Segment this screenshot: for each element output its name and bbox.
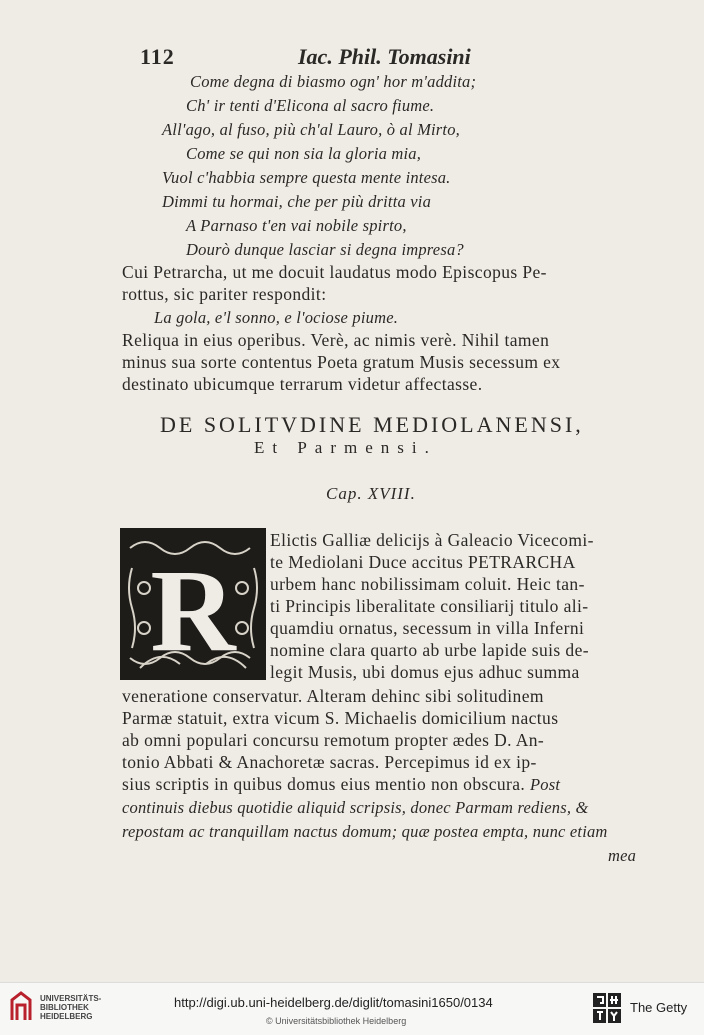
copyright-notice: © Universitätsbibliothek Heidelberg xyxy=(266,1016,407,1026)
body-line: urbem hanc nobilissimam coluit. Heic tan- xyxy=(270,574,585,594)
prose-line: Reliqua in eius operibus. Verè, ac nimis verè. Nihil tamen xyxy=(122,330,550,350)
section-heading: DE SOLITVDINE MEDIOLANENSI, xyxy=(160,412,584,437)
body-line: ti Principis liberalitate consiliarij titulo ali- xyxy=(270,596,589,616)
prose-line: rottus, sic pariter respondit: xyxy=(122,284,327,304)
svg-text:R: R xyxy=(150,545,236,676)
verse-line: La gola, e'l sonno, e l'ociose piume. xyxy=(154,308,399,327)
section-subheading: Et Parmensi. xyxy=(254,438,437,457)
verse-line: A Parnaso t'en vai nobile spirto, xyxy=(186,216,407,235)
body-line-italic: Post xyxy=(529,775,561,794)
body-line: te Mediolani Duce accitus PETRARCHA xyxy=(270,552,576,572)
verse-line: Dourò dunque lasciar si degna impresa? xyxy=(186,240,464,259)
body-line-roman: sius scriptis in quibus domus eius mentio non obscura. xyxy=(122,774,526,794)
verse-line: Vuol c'habbia sempre questa mente intesa. xyxy=(162,168,451,187)
body-line xyxy=(122,774,560,795)
verse-line: All'ago, al fuso, più ch'al Lauro, ò al Mirto, xyxy=(162,120,460,139)
getty-logo-icon xyxy=(592,992,622,1024)
verse-line: Come degna di biasmo ogn' hor m'addita; xyxy=(190,72,477,91)
body-line: ab omni populari concursu remotum propter ædes D. An- xyxy=(122,730,545,750)
body-line: veneratione conservatur. Alteram dehinc sibi solitudinem xyxy=(122,686,544,706)
chapter-number: Cap. XVIII. xyxy=(326,484,416,503)
body-line: Parmæ statuit, extra vicum S. Michaelis domicilium nactus xyxy=(122,708,559,728)
permalink[interactable]: http://digi.ub.uni-heidelberg.de/diglit/tomasini1650/0134 xyxy=(174,995,493,1010)
body-line: nomine clara quarto ab urbe lapide suis de- xyxy=(270,640,589,660)
partner-name: The Getty xyxy=(630,1000,688,1015)
running-title: Iac. Phil. Tomasini xyxy=(298,44,471,69)
page-number: 112 xyxy=(140,44,175,69)
library-name: UNIVERSITÄTS- BIBLIOTHEK HEIDELBERG xyxy=(40,994,102,1021)
body-line: continuis diebus quotidie aliquid scripsis, donec Parmam rediens, & xyxy=(122,798,589,817)
verse-line: Dimmi tu hormai, che per più dritta via xyxy=(162,192,432,211)
university-library-logo-icon xyxy=(8,990,34,1024)
verse-line: Come se qui non sia la gloria mia, xyxy=(186,144,422,163)
body-line: repostam ac tranquillam nactus domum; quæ postea empta, nunc etiam xyxy=(122,822,608,841)
verse-line: Ch' ir tenti d'Elicona al sacro fiume. xyxy=(186,96,435,115)
body-line: legit Musis, ubi domus ejus adhuc summa xyxy=(270,662,580,682)
prose-line: minus sua sorte contentus Poeta gratum Musis secessum ex xyxy=(122,352,561,372)
decorated-initial-r-icon xyxy=(120,528,266,680)
prose-line: Cui Petrarcha, ut me docuit laudatus modo Episcopus Pe- xyxy=(122,262,547,282)
catchword: mea xyxy=(608,846,637,865)
body-line: Elictis Galliæ delicijs à Galeacio Vicecomi- xyxy=(270,530,594,550)
prose-line: destinato ubicumque terrarum videtur affectasse. xyxy=(122,374,483,394)
body-line: tonio Abbati & Anachoretæ sacras. Percepimus id ex ip- xyxy=(122,752,537,772)
body-line: quamdiu ornatus, secessum in villa Inferni xyxy=(270,618,585,638)
